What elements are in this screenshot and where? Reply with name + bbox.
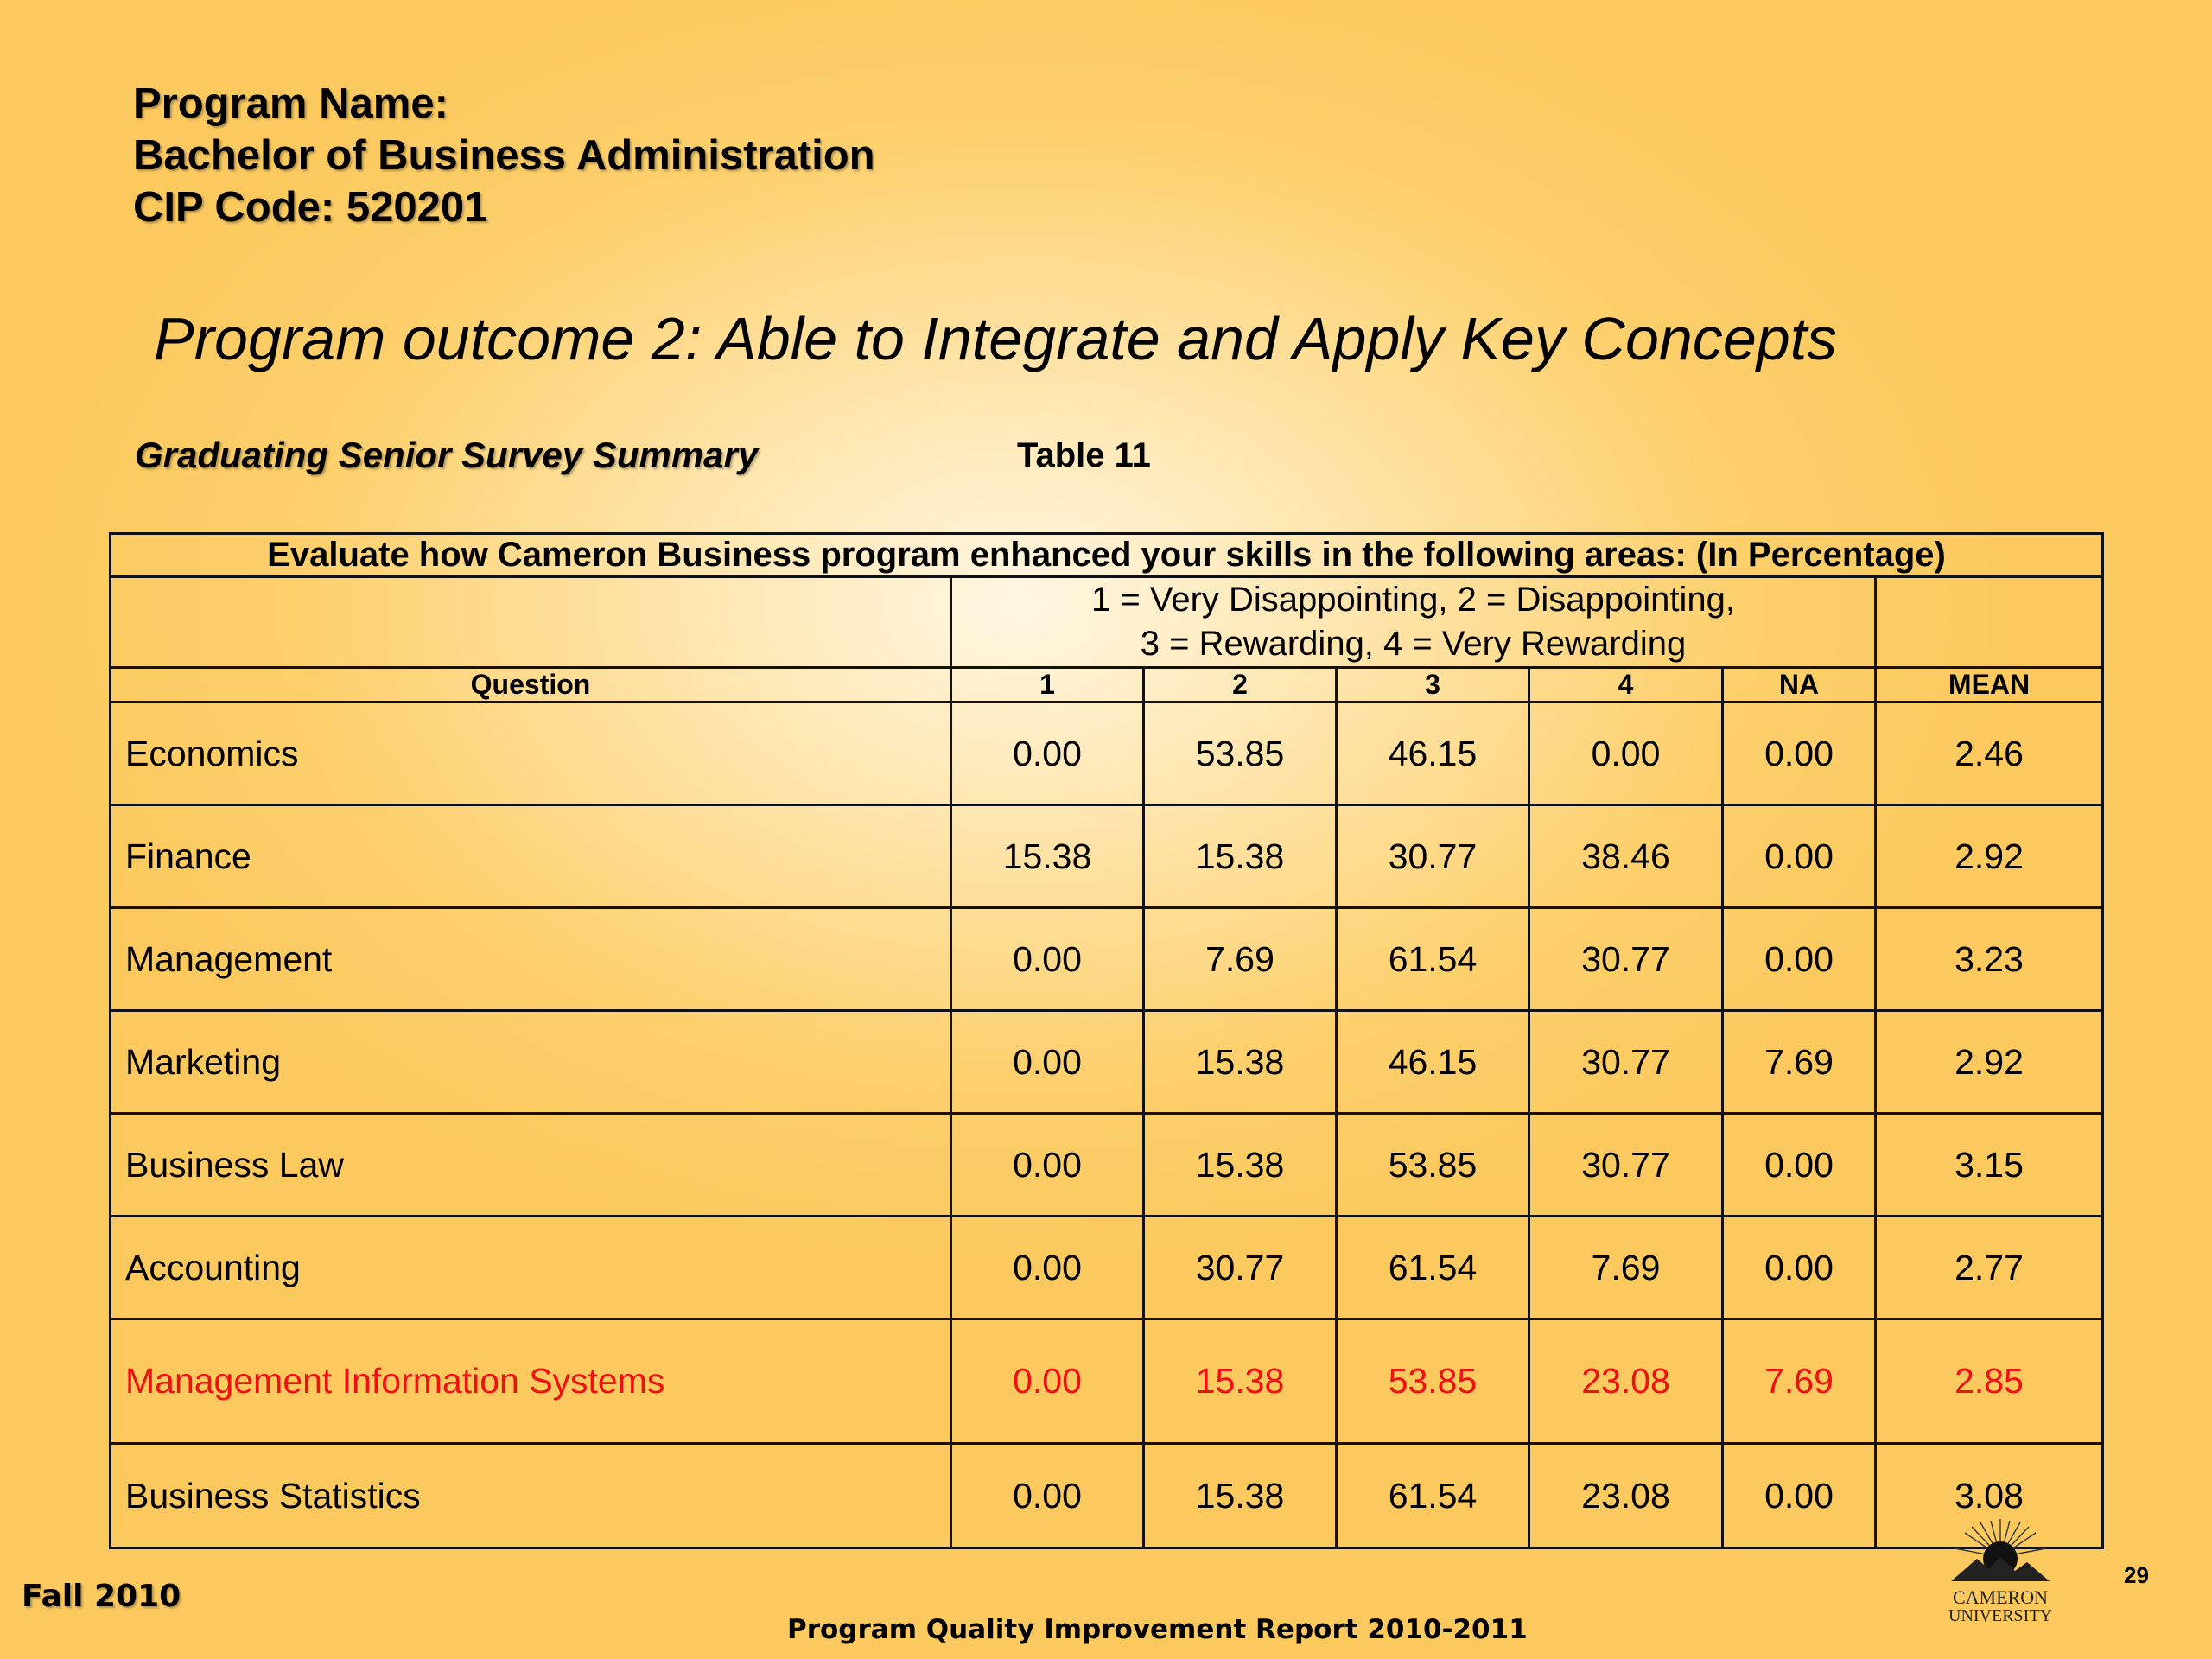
program-name-value: Bachelor of Business Administration (133, 132, 875, 179)
rating-scale-legend (951, 577, 1876, 668)
value-cell: 46.15 (1337, 702, 1529, 805)
value-cell: 0.00 (951, 1217, 1144, 1319)
value-cell: 46.15 (1337, 1011, 1529, 1114)
value-cell: 53.85 (1144, 702, 1337, 805)
table-row (111, 702, 2103, 805)
header-row (111, 668, 2103, 702)
value-cell: 0.00 (1723, 805, 1876, 908)
value-cell: 0.00 (951, 1011, 1144, 1114)
scale-spacer-cell (1876, 577, 2103, 668)
survey-table (109, 532, 2104, 1549)
value-cell: 0.00 (1723, 908, 1876, 1011)
svg-text:CAMERON: CAMERON (1952, 1586, 2049, 1608)
mean-cell: 2.77 (1876, 1217, 2103, 1319)
question-cell: Economics (111, 702, 951, 805)
table-row-highlighted (111, 1319, 2103, 1444)
value-cell: 30.77 (1529, 1114, 1723, 1217)
cameron-university-logo (1936, 1514, 2065, 1643)
table-row (111, 1114, 2103, 1217)
table-row (111, 805, 2103, 908)
program-info (133, 78, 875, 233)
table-row (111, 1011, 2103, 1114)
value-cell: 0.00 (951, 908, 1144, 1011)
page-number: 29 (2124, 1562, 2149, 1588)
table-caption: Evaluate how Cameron Business program enhanced your skills in the following areas: (In Percentage) (111, 534, 2103, 577)
question-cell: Business Law (111, 1114, 951, 1217)
value-cell: 0.00 (1723, 1114, 1876, 1217)
value-cell: 15.38 (1144, 1319, 1337, 1444)
value-cell: 0.00 (1723, 702, 1876, 805)
column-header: 4 (1529, 668, 1723, 702)
value-cell: 0.00 (1723, 1217, 1876, 1319)
value-cell: 0.00 (1723, 1444, 1876, 1548)
value-cell: 30.77 (1144, 1217, 1337, 1319)
survey-summary-label: Graduating Senior Survey Summary (135, 435, 759, 475)
value-cell: 7.69 (1529, 1217, 1723, 1319)
value-cell: 61.54 (1337, 1444, 1529, 1548)
mean-cell: 2.92 (1876, 1011, 2103, 1114)
value-cell: 61.54 (1337, 908, 1529, 1011)
value-cell: 0.00 (951, 1114, 1144, 1217)
value-cell: 0.00 (951, 1319, 1144, 1444)
report-title: Program Quality Improvement Report 2010-2011 (787, 1614, 1528, 1645)
column-header: 1 (951, 668, 1144, 702)
value-cell: 15.38 (951, 805, 1144, 908)
value-cell: 0.00 (951, 702, 1144, 805)
value-cell: 7.69 (1144, 908, 1337, 1011)
value-cell: 53.85 (1337, 1114, 1529, 1217)
table-row (111, 1444, 2103, 1548)
value-cell: 30.77 (1529, 908, 1723, 1011)
value-cell: 0.00 (951, 1444, 1144, 1548)
value-cell: 15.38 (1144, 1114, 1337, 1217)
rating-scale-line-1: 1 = Very Disappointing, 2 = Disappointing, (1091, 581, 1735, 619)
value-cell: 30.77 (1337, 805, 1529, 908)
mean-cell: 3.08 (1876, 1444, 2103, 1548)
question-cell: Accounting (111, 1217, 951, 1319)
value-cell: 23.08 (1529, 1444, 1723, 1548)
cip-code: CIP Code: 520201 (133, 184, 488, 231)
value-cell: 61.54 (1337, 1217, 1529, 1319)
column-header: MEAN (1876, 668, 2103, 702)
value-cell: 23.08 (1529, 1319, 1723, 1444)
table-row (111, 1217, 2103, 1319)
question-cell: Management (111, 908, 951, 1011)
value-cell: 15.38 (1144, 1011, 1337, 1114)
value-cell: 30.77 (1529, 1011, 1723, 1114)
mean-cell: 2.46 (1876, 702, 2103, 805)
mean-cell: 3.15 (1876, 1114, 2103, 1217)
column-header: 3 (1337, 668, 1529, 702)
value-cell: 38.46 (1529, 805, 1723, 908)
term-label: Fall 2010 (22, 1579, 181, 1614)
mean-cell: 2.85 (1876, 1319, 2103, 1444)
value-cell: 15.38 (1144, 805, 1337, 908)
question-cell: Finance (111, 805, 951, 908)
value-cell: 7.69 (1723, 1319, 1876, 1444)
value-cell: 15.38 (1144, 1444, 1337, 1548)
value-cell: 53.85 (1337, 1319, 1529, 1444)
question-cell: Business Statistics (111, 1444, 951, 1548)
value-cell: 7.69 (1723, 1011, 1876, 1114)
table-number-label: Table 11 (1017, 436, 1151, 474)
question-cell: Marketing (111, 1011, 951, 1114)
scale-spacer-cell (111, 577, 951, 668)
outcome-title: Program outcome 2: Able to Integrate and Apply Key Concepts (154, 305, 1838, 372)
table-row (111, 908, 2103, 1011)
program-name-label: Program Name: (133, 80, 448, 127)
value-cell: 0.00 (1529, 702, 1723, 805)
svg-text:UNIVERSITY: UNIVERSITY (1948, 1606, 2052, 1625)
column-header: NA (1723, 668, 1876, 702)
question-cell: Management Information Systems (111, 1319, 951, 1444)
column-header: 2 (1144, 668, 1337, 702)
rating-scale-line-2: 3 = Rewarding, 4 = Very Rewarding (1140, 625, 1687, 663)
column-header: Question (111, 668, 951, 702)
mean-cell: 2.92 (1876, 805, 2103, 908)
mean-cell: 3.23 (1876, 908, 2103, 1011)
